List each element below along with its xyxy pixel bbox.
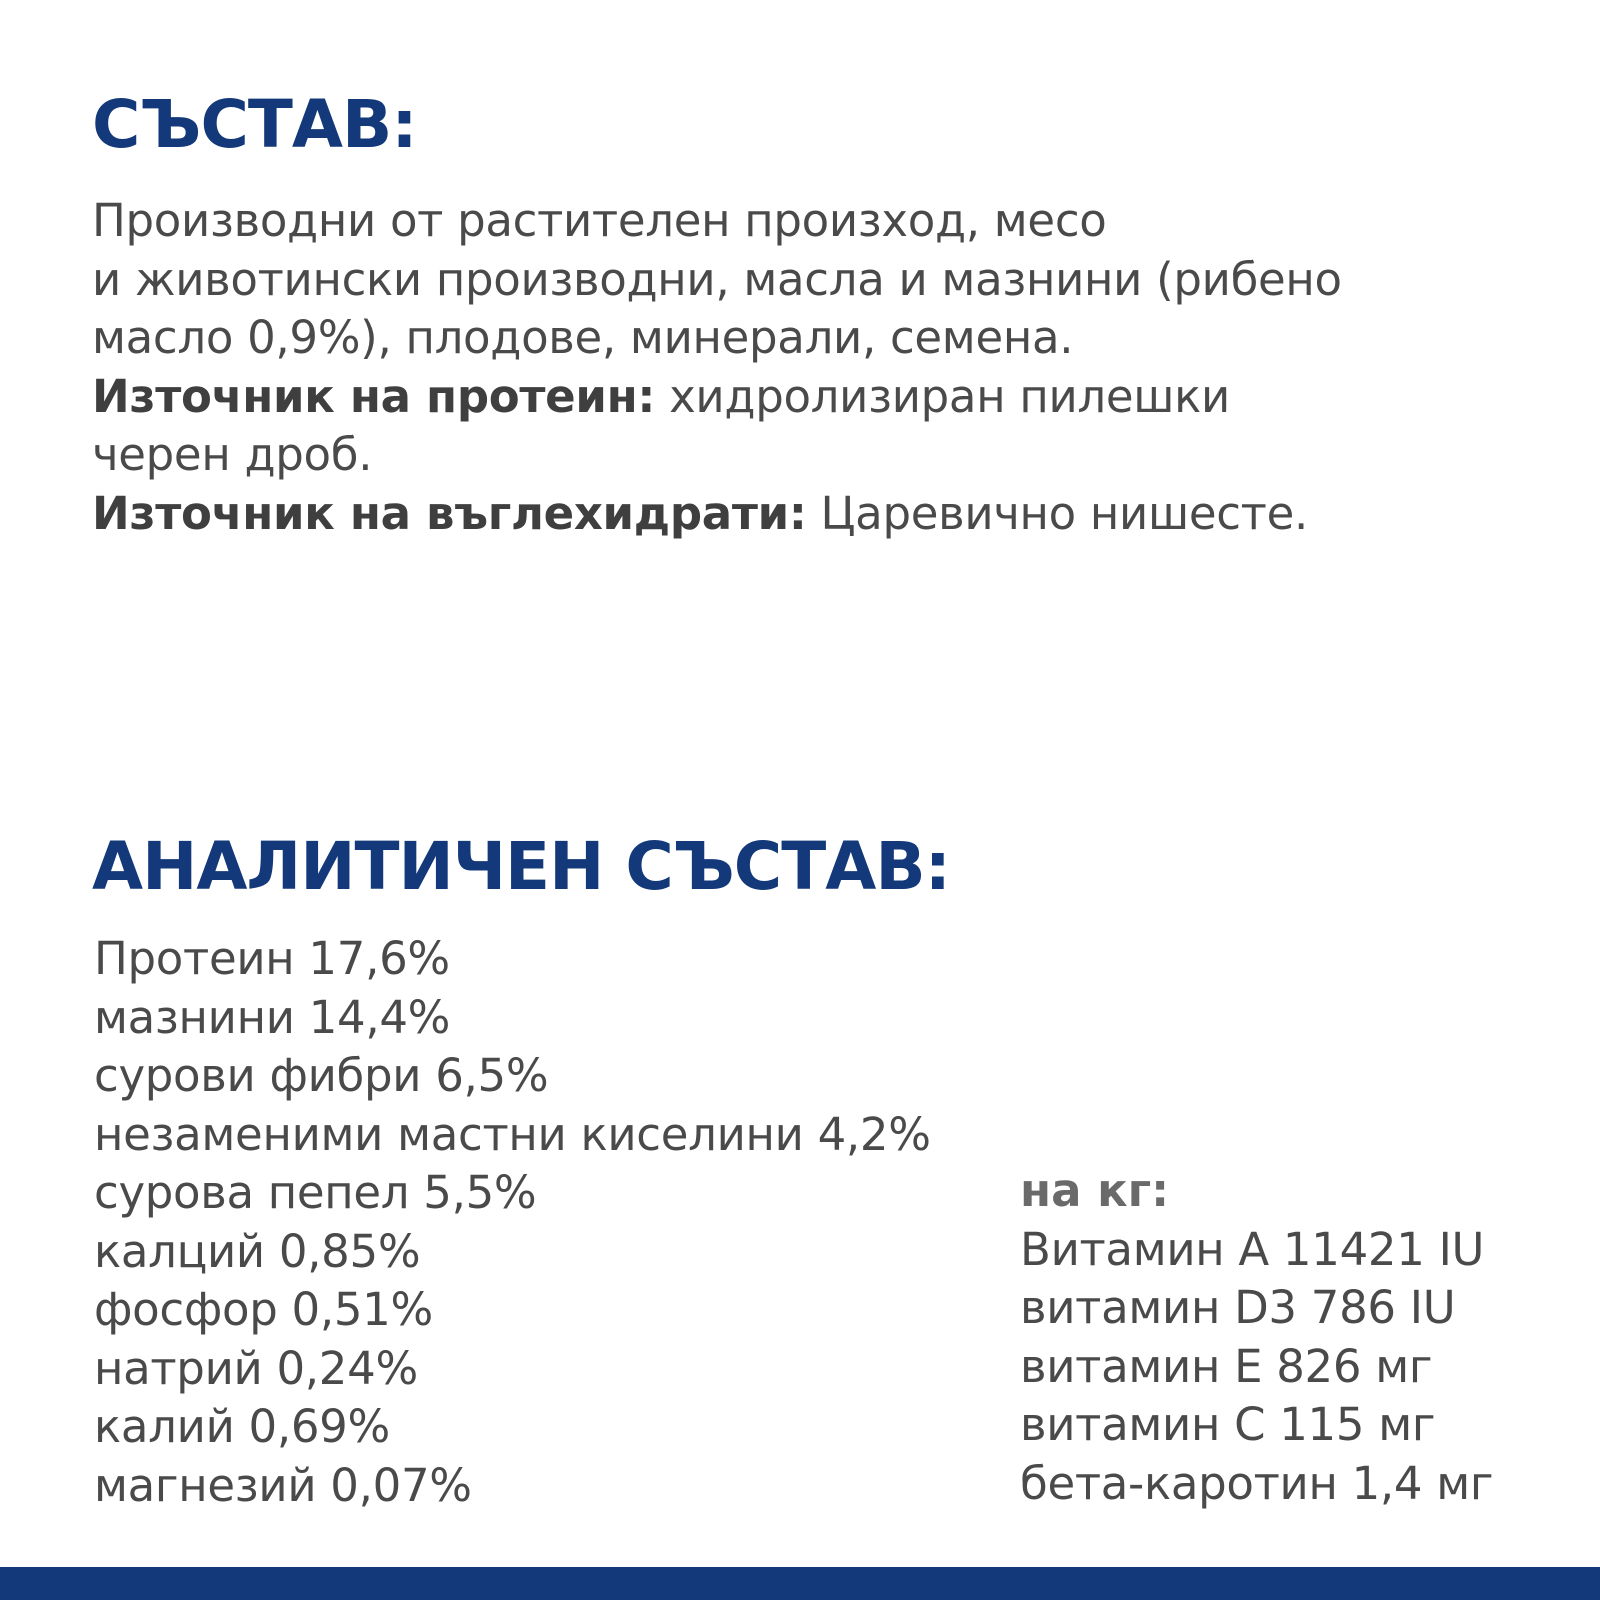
analytical-heading: АНАЛИТИЧЕН СЪСТАВ: bbox=[92, 828, 951, 905]
vitamin-item: витамин С 115 мг bbox=[1020, 1398, 1436, 1451]
footer-bar bbox=[0, 1567, 1600, 1600]
carb-source-value: Царевично нишесте. bbox=[806, 486, 1308, 540]
composition-heading: СЪСТАВ: bbox=[92, 86, 417, 163]
carb-source-label: Източник на въглехидрати: bbox=[92, 486, 807, 540]
vitamin-item: Витамин А 11421 IU bbox=[1020, 1222, 1485, 1276]
vitamin-item: витамин Е 826 мг bbox=[1020, 1339, 1433, 1393]
analytical-item: калий 0,69% bbox=[94, 1400, 390, 1453]
analytical-item: незаменими мастни киселини 4,2% bbox=[94, 1107, 931, 1161]
protein-source-label: Източник на протеин: bbox=[92, 369, 656, 423]
vitamins-list bbox=[1020, 1221, 1493, 1514]
vitamins-block bbox=[1020, 1162, 1493, 1513]
vitamin-item: бета-каротин 1,4 мг bbox=[1020, 1456, 1494, 1510]
analytical-list bbox=[94, 930, 931, 1515]
carb-source bbox=[92, 485, 1552, 544]
analytical-item: сурова пепел 5,5% bbox=[94, 1166, 537, 1219]
analytical-item: Протеин 17,6% bbox=[94, 932, 450, 985]
analytical-item: магнезий 0,07% bbox=[94, 1458, 472, 1512]
analytical-item: мазнини 14,4% bbox=[94, 990, 451, 1044]
analytical-item: калций 0,85% bbox=[94, 1224, 421, 1278]
protein-source-value: хидролизиран пилешки bbox=[655, 369, 1230, 423]
per-kg-label: на кг: bbox=[1020, 1164, 1170, 1217]
protein-source-continued: черен дроб. bbox=[92, 428, 373, 481]
composition-line: масло 0,9%), плодове, минерали, семена. bbox=[92, 311, 1074, 364]
composition-line: и животински производни, масла и мазнини (рибено bbox=[92, 252, 1342, 306]
analytical-item: натрий 0,24% bbox=[94, 1341, 418, 1395]
composition-text bbox=[92, 192, 1552, 543]
vitamin-item: витамин D3 786 IU bbox=[1020, 1281, 1456, 1334]
analytical-item: сурови фибри 6,5% bbox=[94, 1049, 549, 1102]
protein-source bbox=[92, 368, 1552, 427]
composition-line: Производни от растителен произход, месо bbox=[92, 194, 1107, 247]
analytical-item: фосфор 0,51% bbox=[94, 1283, 433, 1336]
